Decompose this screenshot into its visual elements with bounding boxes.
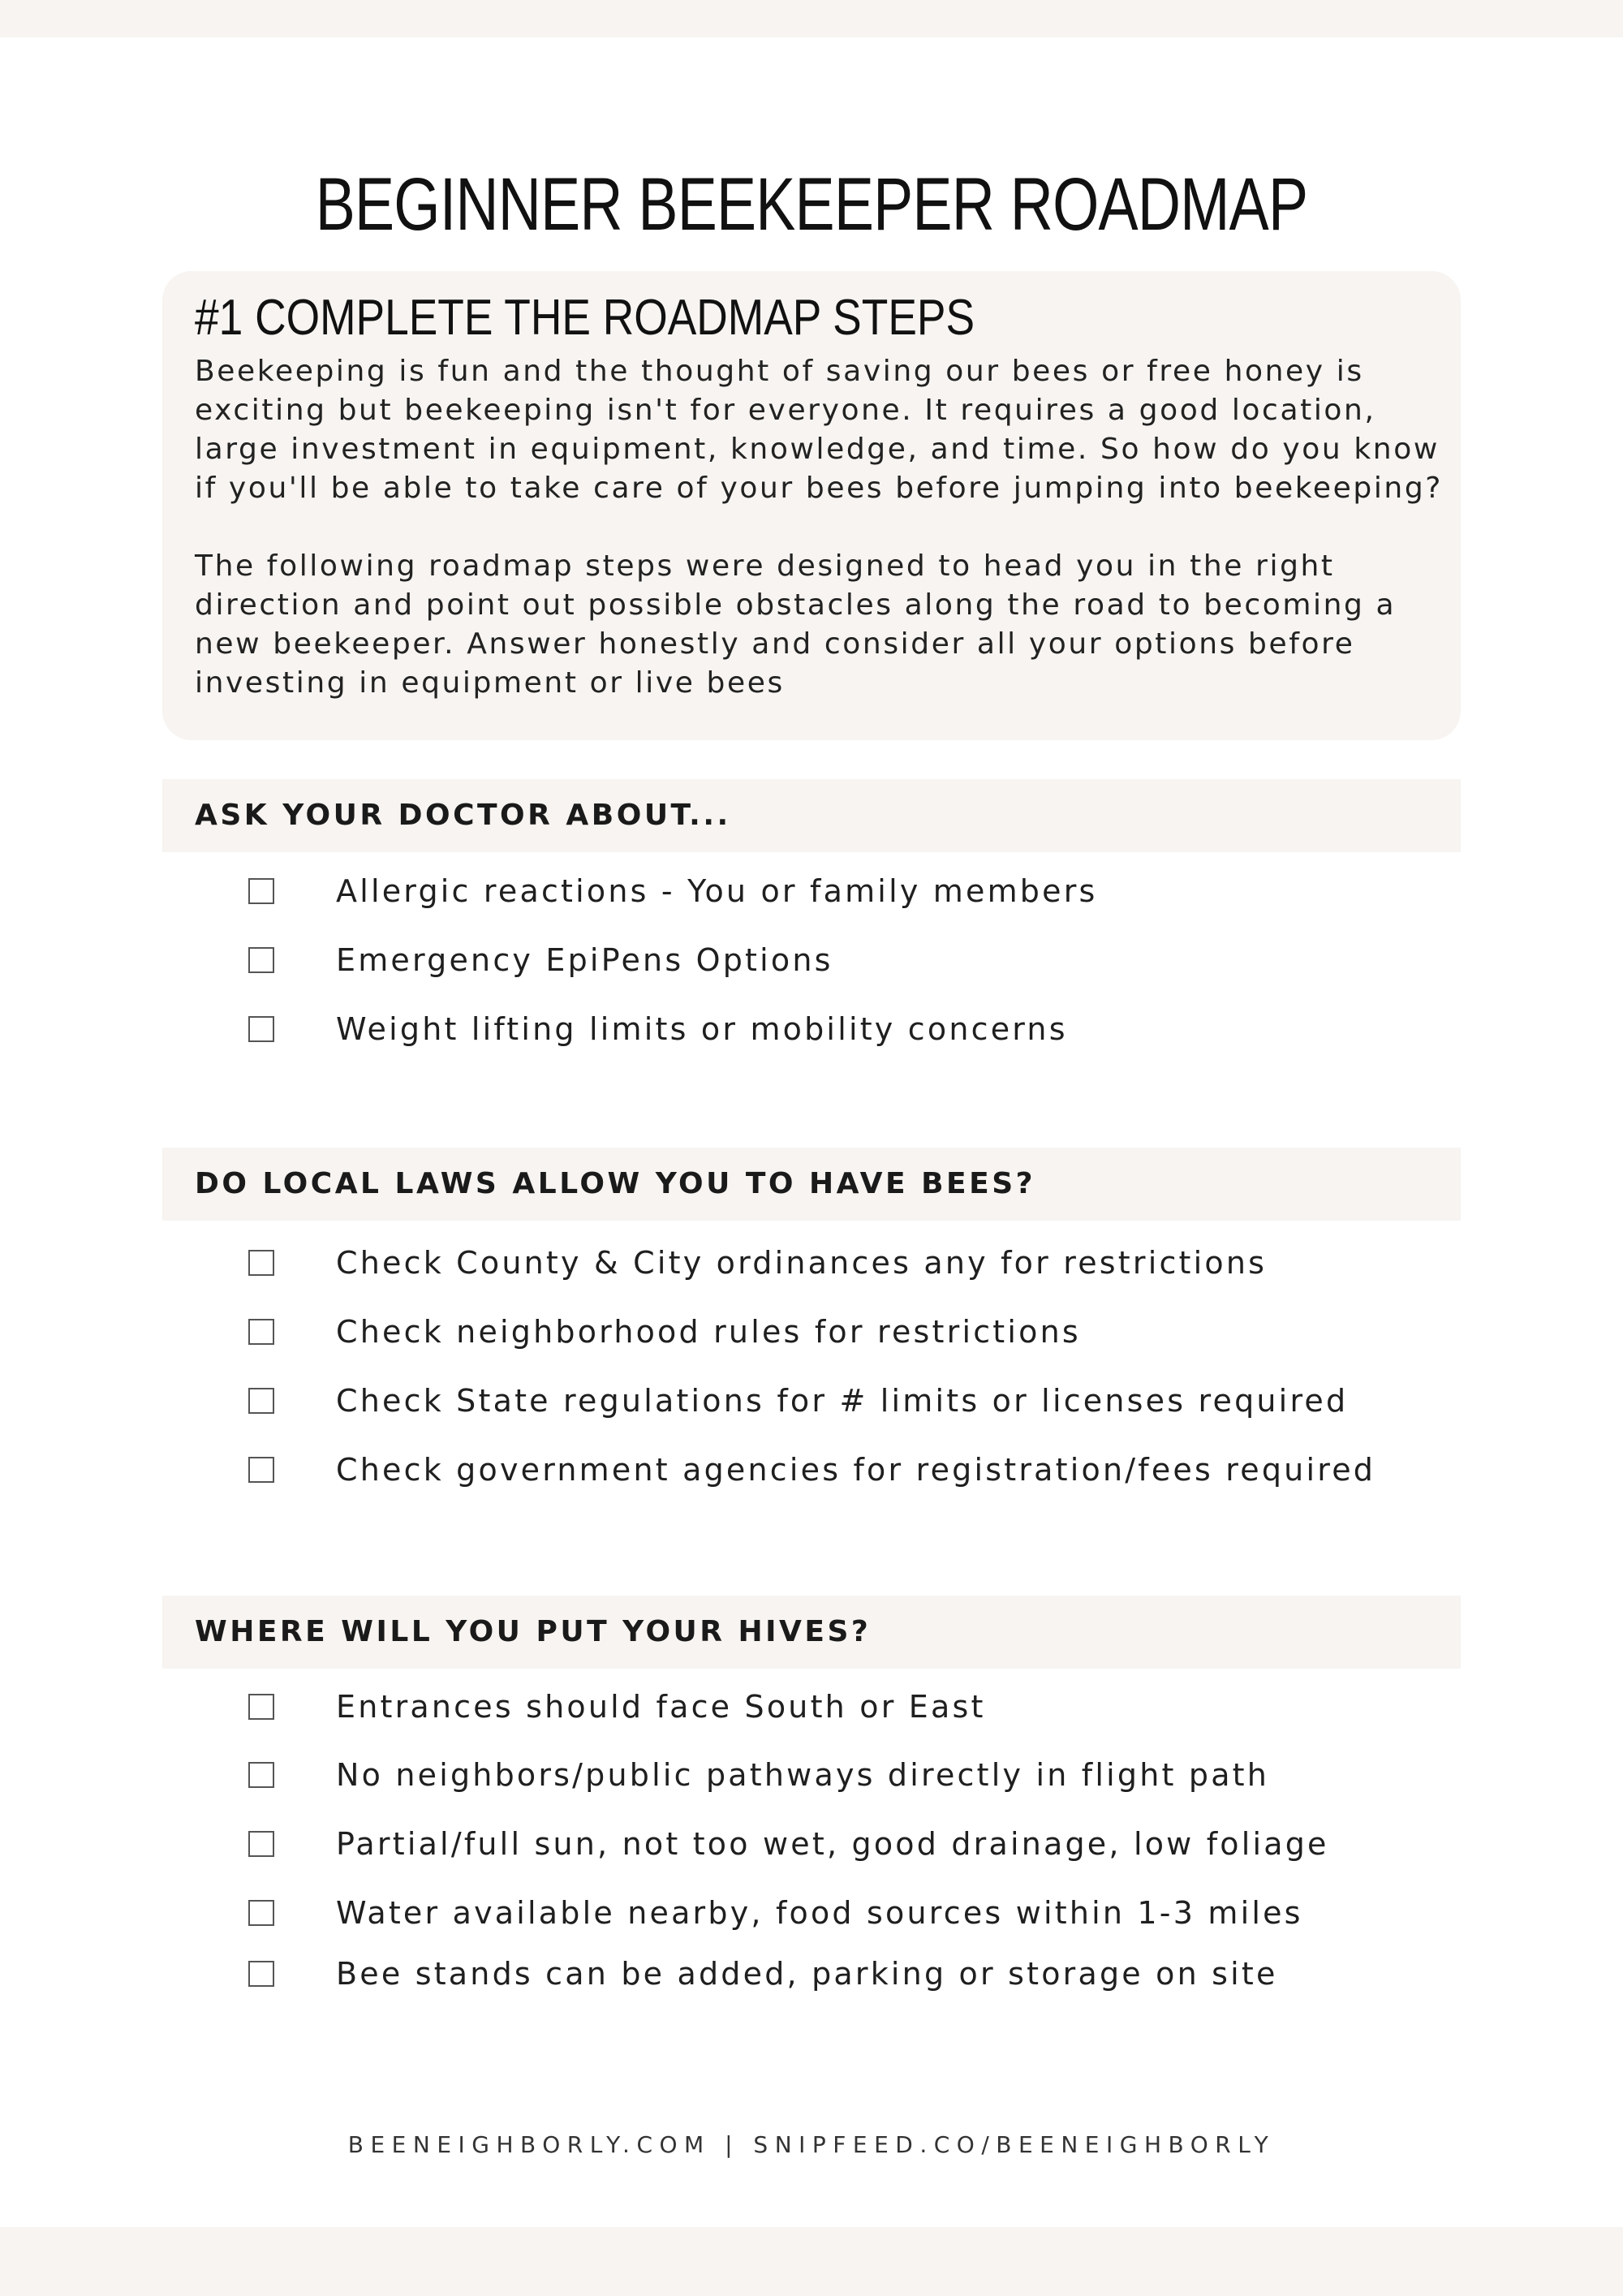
intro-paragraph: The following roadmap steps were designed to head you in the right direction and point out possible obstacles along the road to becoming a new beekeeper. Answer honestly and consider all your options before investing in equipment or live bees [195, 549, 1397, 700]
checklist-item-label: Water available nearby, food sources within 1-3 miles [336, 1895, 1303, 1931]
section-title: ASK YOUR DOCTOR ABOUT... [195, 799, 731, 832]
intro-body [195, 352, 1461, 703]
checklist-item-label: Allergic reactions - You or family members [336, 873, 1098, 909]
checkbox[interactable] [248, 1250, 274, 1276]
checklist-item[interactable] [248, 1312, 1081, 1352]
checkbox[interactable] [248, 1457, 274, 1483]
checklist-item-label: Check County & City ordinances any for restrictions [336, 1245, 1268, 1281]
checklist-item-label: No neighbors/public pathways directly in flight path [336, 1757, 1270, 1793]
footer-links: BEENEIGHBORLY.COM | SNIPFEED.CO/BEENEIGHBORLY [347, 2131, 1276, 2158]
section-header-hive-location [162, 1596, 1461, 1669]
checklist-item[interactable] [248, 1686, 986, 1727]
checkbox[interactable] [248, 1961, 274, 1987]
checklist-item[interactable] [248, 1755, 1269, 1795]
checkbox[interactable] [248, 1831, 274, 1857]
checklist-item[interactable] [248, 1450, 1375, 1490]
checklist-item-label: Entrances should face South or East [336, 1689, 986, 1725]
page-title: BEGINNER BEEKEEPER ROADMAP [315, 163, 1308, 246]
intro-heading: #1 COMPLETE THE ROADMAP STEPS [195, 290, 975, 346]
checklist-item-label: Check government agencies for registration/fees required [336, 1452, 1376, 1488]
section-header-local-laws [162, 1148, 1461, 1221]
section-title: WHERE WILL YOU PUT YOUR HIVES? [195, 1615, 872, 1648]
checkbox[interactable] [248, 1694, 274, 1720]
checkbox[interactable] [248, 1900, 274, 1926]
checkbox[interactable] [248, 1319, 274, 1345]
intro-box [162, 271, 1461, 740]
section-header-doctor [162, 779, 1461, 852]
checkbox[interactable] [248, 1762, 274, 1788]
checklist-item-label: Partial/full sun, not too wet, good drainage, low foliage [336, 1826, 1329, 1862]
checklist-item[interactable] [248, 1381, 1348, 1421]
checkbox[interactable] [248, 878, 274, 904]
section-title: DO LOCAL LAWS ALLOW YOU TO HAVE BEES? [195, 1167, 1036, 1200]
checklist-item[interactable] [248, 1893, 1303, 1933]
intro-paragraph: Beekeeping is fun and the thought of saving our bees or free honey is exciting but beekeeping isn't for everyone. It requires a good location, large investment in equipment, knowledge, and time. So how do you know if you'll be able to take care of your bees before jumping into beekeeping? [195, 355, 1444, 505]
checkbox[interactable] [248, 1016, 274, 1042]
checklist-item[interactable] [248, 940, 833, 980]
checklist-item-label: Check State regulations for # limits or licenses required [336, 1383, 1349, 1419]
checkbox[interactable] [248, 1388, 274, 1414]
checklist-item-label: Check neighborhood rules for restrictions [336, 1314, 1081, 1350]
checklist-item[interactable] [248, 871, 1098, 911]
checklist-item[interactable] [248, 1824, 1329, 1864]
checklist-item[interactable] [248, 1243, 1267, 1283]
checkbox[interactable] [248, 947, 274, 973]
checklist-item-label: Bee stands can be added, parking or storage on site [336, 1956, 1278, 1992]
checklist-item[interactable] [248, 1009, 1068, 1049]
checklist-item-label: Emergency EpiPens Options [336, 942, 833, 978]
checklist-item[interactable] [248, 1954, 1278, 1994]
checklist-item-label: Weight lifting limits or mobility concerns [336, 1011, 1068, 1047]
